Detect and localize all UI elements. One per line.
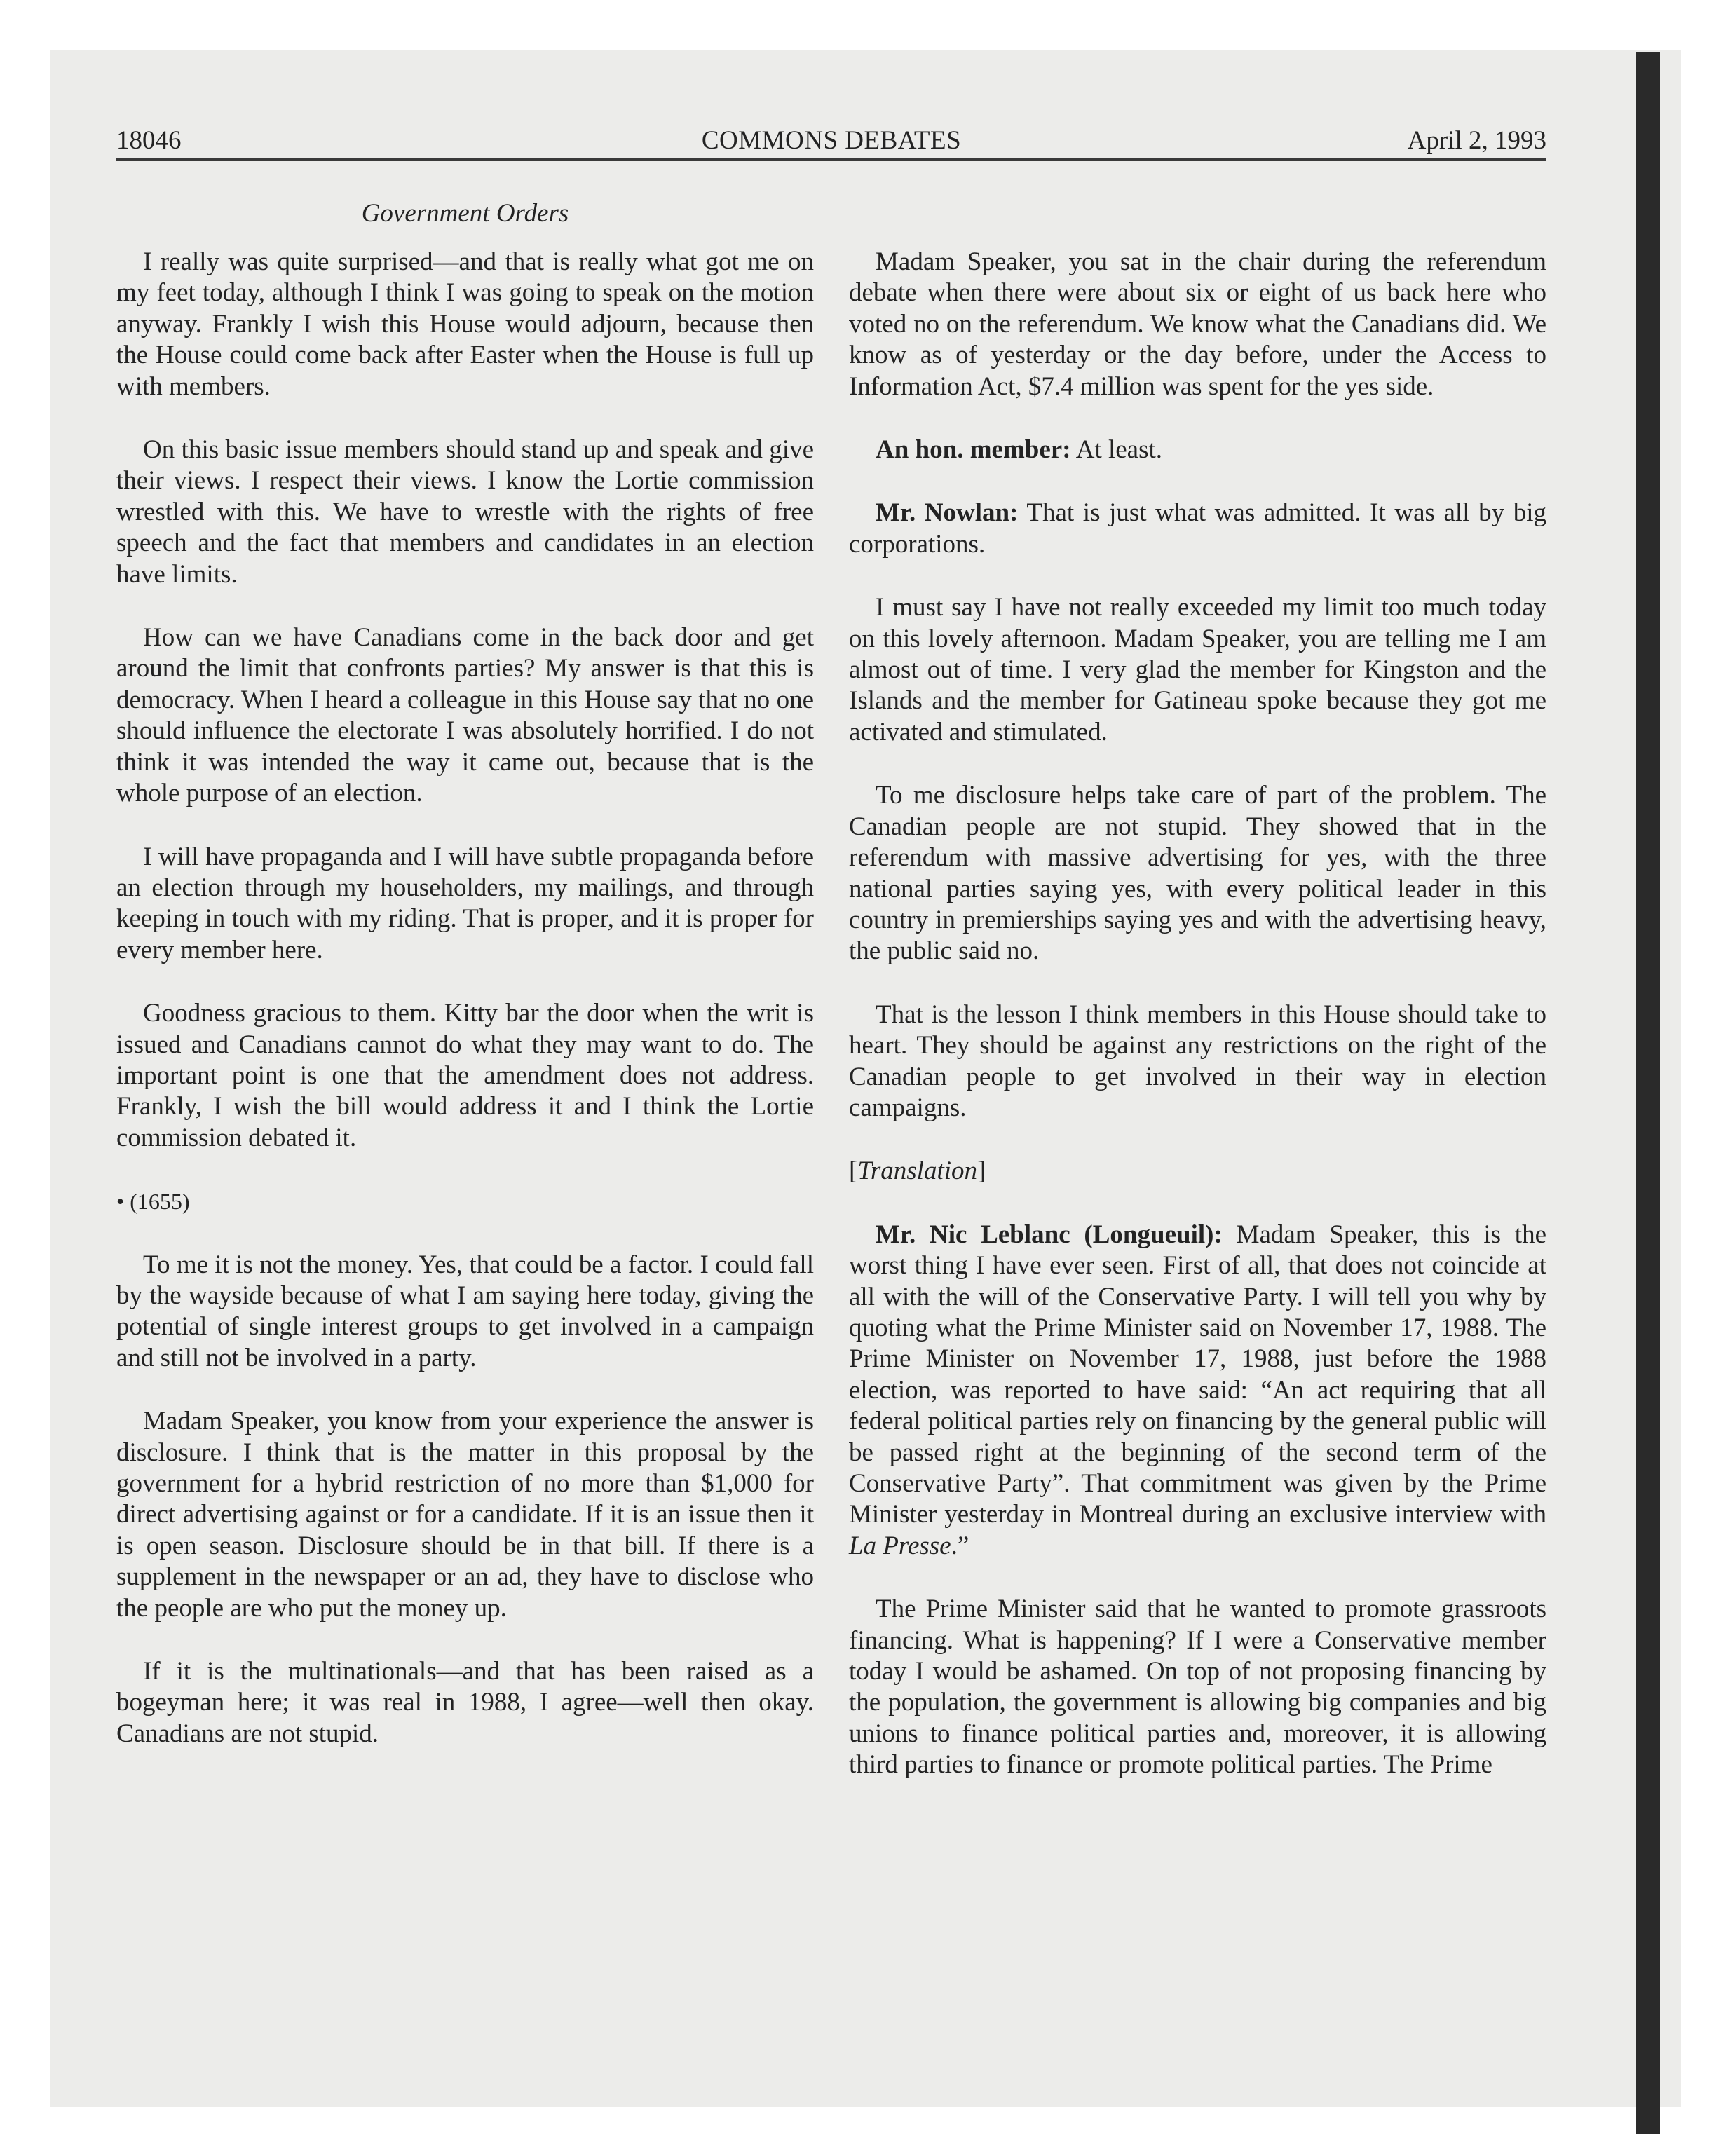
paragraph: The Prime Minister said that he wanted to promote grassroots financing. What is happening? If I were a Conservative member today I would be ashamed. On top of not proposing financing by the population, the government is allowing big companies and big unions to finance political parties and, moreover, it is allowing third parties to finance or promote political parties. The Prime — [849, 1595, 1546, 1780]
section-label: Government Orders — [361, 199, 569, 228]
scan-edge-shadow — [1636, 52, 1660, 2134]
paragraph: Madam Speaker, you sat in the chair during the referendum debate when there were about six or eight of us back here who voted no on the referendum. We know what the Canadians did. We know as of yesterday or the day before, under the Access to Information Act, $7.4 million was spent for the yes side. — [849, 247, 1546, 401]
paragraph: How can we have Canadians come in the back door and get around the limit that confronts parties? My answer is that this is democracy. When I heard a colleague in this House say that no one should influence the electorate I was absolutely horrified. I do not think it was intended the way it came out, because that is the whole purpose of an election. — [116, 623, 814, 808]
running-header — [116, 123, 1546, 161]
speech — [849, 498, 1546, 560]
bracket-open: [ — [849, 1157, 858, 1186]
time-marker: • (1655) — [116, 1189, 190, 1215]
paragraph: I must say I have not really exceeded my limit too much today on this lovely afternoon. Madam Speaker, you are telling me I am almost out of time. I very glad the member for Kingston and the Islands and the member for Gatineau spoke because they got me activated and stimulated. — [849, 593, 1546, 746]
publication-date: April 2, 1993 — [1407, 126, 1546, 155]
speech-text: Madam Speaker, this is the worst thing I have ever seen. First of all, that does not coincide at all with the will of the Conservative Party. I will tell you why by quoting what the Prime Minister said on November 17, 1988. The Prime Minister on November 17, 1988, just before the 1988 election, was reported to have said: “An act requiring that all federal political parties rely on financing by the general public will be passed right at the beginning of the second term of the Conservative Party”. That commitment was given by the Prime Minister yesterday in Montreal during an exclusive interview with — [849, 1220, 1546, 1529]
translation-marker — [849, 1156, 1546, 1187]
paragraph: To me it is not the money. Yes, that could be a factor. I could fall by the wayside because of what I am saying here today, giving the potential of single interest groups to get involved in a campaign and still not be involved in a party. — [116, 1250, 814, 1372]
interjection — [849, 435, 1546, 465]
right-column — [849, 247, 1546, 1813]
left-column — [116, 247, 814, 1782]
speaker-name: Mr. Nowlan: — [876, 498, 1019, 528]
paragraph: On this basic issue members should stand up and speak and give their views. I respect their views. I know the Lortie commission wrestled with this. We have to wrestle with the rights of free speech and the fact that members and candidates in an election have limits. — [116, 435, 814, 589]
translation-label: Translation — [857, 1157, 978, 1186]
publication-title: COMMONS DEBATES — [701, 126, 962, 155]
speech-text: That is just what was admitted. It was all by big corporations. — [849, 498, 1546, 559]
speech-text-end: .” — [951, 1531, 969, 1560]
paragraph: Goodness gracious to them. Kitty bar the door when the writ is issued and Canadians cannot do what they may want to do. The important point is one that the amendment does not address. Frankly, I wish the bill would address it and I think the Lortie commission debated it. — [116, 999, 814, 1152]
paragraph: I will have propaganda and I will have subtle propaganda before an election through my householders, my mailings, and through keeping in touch with my riding. That is proper, and it is proper for every member here. — [116, 842, 814, 964]
source-title: La Presse — [849, 1531, 951, 1560]
page-number: 18046 — [116, 126, 182, 155]
paragraph: Madam Speaker, you know from your experience the answer is disclosure. I think that is the matter in this proposal by the government for a hybrid restriction of no more than $1,000 for direct advertising against or for a candidate. If it is an issue then it is open season. Disclosure should be in that bill. If there is a supplement in the newspaper or an ad, they have to disclose who the people are who put the money up. — [116, 1407, 814, 1623]
paragraph: To me disclosure helps take care of part of the problem. The Canadian people are not stupid. They showed that in the referendum with massive advertising for yes, with the three national parties saying yes, with every political leader in this country in premierships saying yes and with the advertising heavy, the public said no. — [849, 781, 1546, 966]
speech — [849, 1220, 1546, 1562]
bracket-close: ] — [977, 1157, 986, 1186]
speaker-name: An hon. member: — [876, 435, 1071, 465]
paragraph: If it is the multinationals—and that has been raised as a bogeyman here; it was real in 1988, I agree—well then okay. Canadians are not stupid. — [116, 1657, 814, 1748]
speech-text: At least. — [1070, 435, 1163, 465]
paragraph: I really was quite surprised—and that is really what got me on my feet today, although I think I was going to speak on the motion anyway. Frankly I wish this House would adjourn, because then the House could come back after Easter when the House is full up with members. — [116, 247, 814, 401]
speaker-name: Mr. Nic Leblanc (Longueuil): — [876, 1220, 1223, 1249]
paragraph: That is the lesson I think members in this House should take to heart. They should be against any restrictions on the right of the Canadian people to get involved in their way in election campaigns. — [849, 999, 1546, 1122]
